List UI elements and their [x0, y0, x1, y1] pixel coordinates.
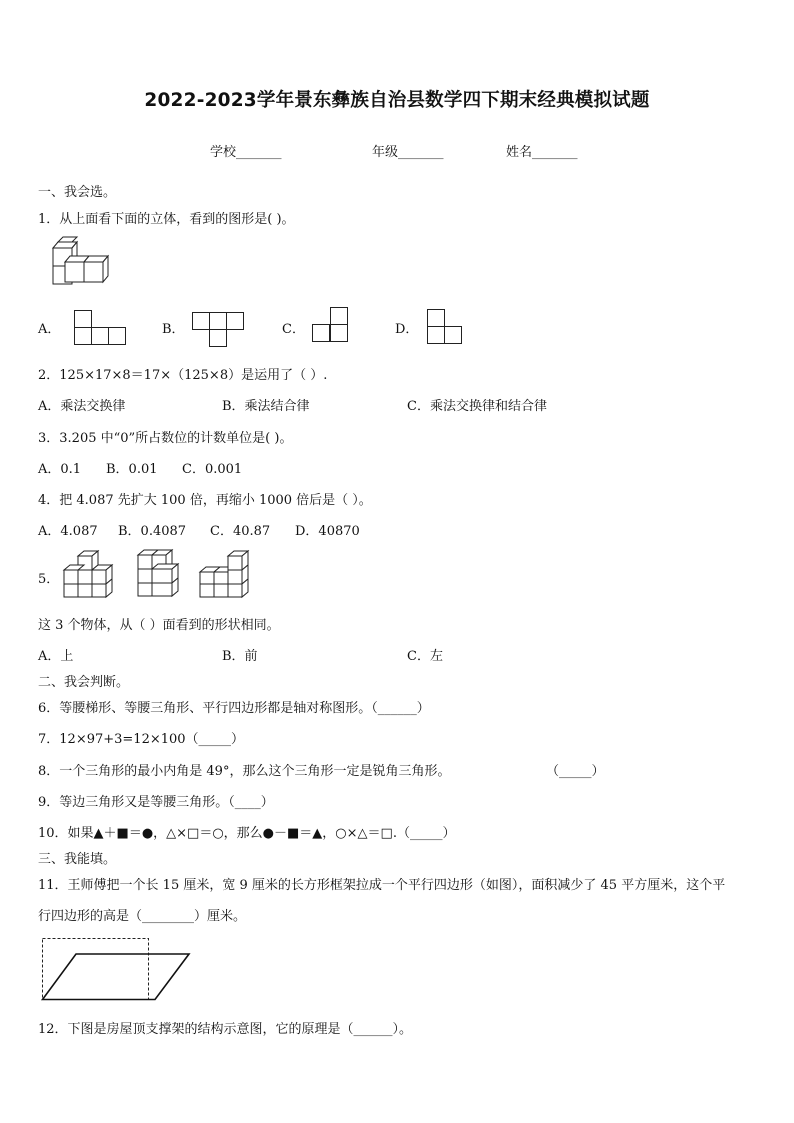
- q1-option-d-figure: [427, 309, 465, 347]
- q4-option-b[interactable]: B．0.4087: [118, 524, 187, 539]
- question-4: 4．把 4.087 先扩大 100 倍，再缩小 1000 倍后是（ ）。: [38, 493, 372, 508]
- question-2: 2．125×17×8＝17×（125×8）是运用了（ ）.: [38, 368, 328, 383]
- q4-option-c[interactable]: C．40.87: [210, 524, 271, 539]
- q3-option-c[interactable]: C．0.001: [182, 462, 243, 477]
- page-title: 2022-2023学年景东彝族自治县数学四下期末经典模拟试题: [144, 90, 650, 111]
- q2-option-b[interactable]: B．乘法结合律: [222, 399, 310, 414]
- question-5-number: 5．: [38, 572, 60, 587]
- question-11-line-2: 行四边形的高是（________）厘米。: [38, 909, 247, 924]
- q4-option-a[interactable]: A．4.087: [38, 524, 98, 539]
- q1-solid-figure: [48, 240, 118, 290]
- q5-option-c[interactable]: C．左: [407, 649, 443, 664]
- grade-field: 年级_______: [372, 145, 444, 160]
- q11-parallelogram-figure: [40, 936, 192, 1002]
- section-3-heading: 三、我能填。: [38, 852, 117, 867]
- question-9: 9．等边三角形又是等腰三角形。（____）: [38, 795, 274, 810]
- question-7: 7．12×97+3=12×100（_____）: [38, 732, 245, 747]
- q5-solid-3: [194, 550, 254, 598]
- question-11-line-1: 11．王师傅把一个长 15 厘米，宽 9 厘米的长方形框架拉成一个平行四边形（如图），面积减少了 45 平方厘米，这个平: [38, 878, 726, 893]
- q2-option-a[interactable]: A．乘法交换律: [38, 399, 126, 414]
- q5-option-b[interactable]: B．前: [222, 649, 258, 664]
- q1-option-a[interactable]: A．: [38, 322, 61, 337]
- question-5: 这 3 个物体，从（ ）面看到的形状相同。: [38, 618, 280, 633]
- question-6: 6．等腰梯形、等腰三角形、平行四边形都是轴对称图形。（______）: [38, 701, 430, 716]
- q3-option-b[interactable]: B．0.01: [106, 462, 158, 477]
- question-12: 12．下图是房屋顶支撑架的结构示意图，它的原理是（______）。: [38, 1022, 413, 1037]
- name-field: 姓名_______: [506, 145, 578, 160]
- q1-option-d[interactable]: D．: [395, 322, 419, 337]
- q1-option-b-figure: [192, 312, 246, 348]
- q3-option-a[interactable]: A．0.1: [38, 462, 82, 477]
- q1-option-c-figure: [312, 307, 350, 345]
- q5-solid-1: [58, 550, 116, 598]
- q1-option-b[interactable]: B．: [162, 322, 185, 337]
- q5-option-a[interactable]: A．上: [38, 649, 74, 664]
- question-10: 10．如果▲＋■＝●，△×□＝○，那么●－■＝▲，○×△＝□.（_____）: [38, 826, 456, 841]
- q2-option-c[interactable]: C．乘法交换律和结合律: [407, 399, 547, 414]
- q1-option-a-figure: [74, 310, 128, 346]
- question-8-blank: （_____）: [546, 764, 605, 779]
- school-field: 学校_______: [210, 145, 282, 160]
- q4-option-d[interactable]: D．40870: [295, 524, 360, 539]
- section-1-heading: 一、我会选。: [38, 185, 117, 200]
- q5-solid-2: [132, 548, 184, 598]
- question-3: 3．3.205 中“0”所占数位的计数单位是( )。: [38, 431, 293, 446]
- section-2-heading: 二、我会判断。: [38, 675, 130, 690]
- q1-option-c[interactable]: C．: [282, 322, 305, 337]
- question-1: 1．从上面看下面的立体，看到的图形是( )。: [38, 212, 295, 227]
- question-8: 8．一个三角形的最小内角是 49°，那么这个三角形一定是锐角三角形。: [38, 764, 451, 779]
